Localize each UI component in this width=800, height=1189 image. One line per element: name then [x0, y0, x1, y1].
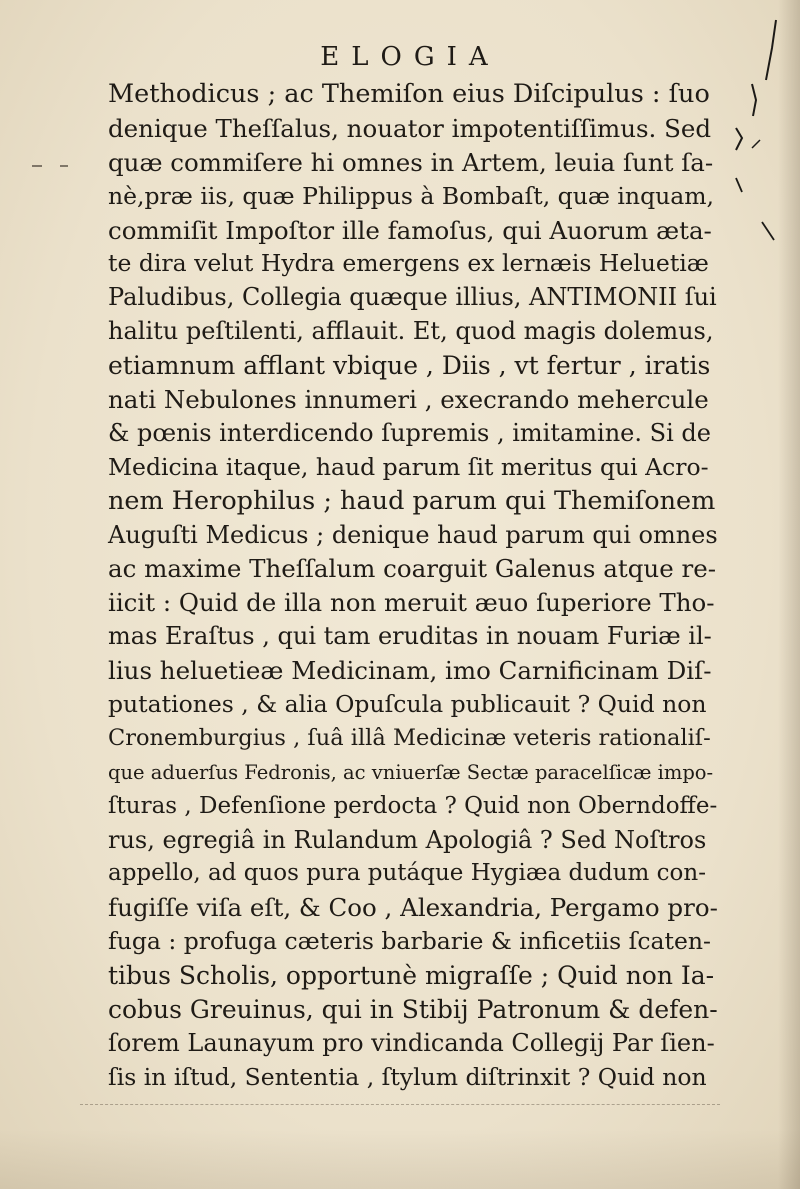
text-line: Auguſti Medicus ; denique haud parum qui omnes	[108, 520, 718, 549]
margin-pen-stroke	[762, 222, 774, 240]
margin-pen-stroke	[736, 128, 742, 150]
text-line: nè,præ iis, quæ Philippus à Bombaſt, quæ inquam,	[108, 181, 715, 210]
text-line: te dira velut Hydra emergens ex lernæis Heluetiæ	[108, 249, 709, 278]
text-line: lius heluetieæ Medicinam, imo Carnificinam Diſ-	[108, 656, 712, 686]
running-head: ELOGIA	[320, 42, 500, 72]
text-line: Cronemburgius , ſuâ illâ Medicinæ veteris rationaliſ-	[108, 724, 711, 751]
text-line: fuga : profuga cæteris barbarie & inficetiis ſcaten-	[108, 927, 711, 956]
text-line: que aduerſus Fedronis, ac vniuerſæ Sectæ paracelſicæ impo-	[108, 760, 714, 784]
margin-pen-stroke	[752, 140, 760, 148]
text-line: ſorem Launayum pro vindicanda Collegij Par ſien-	[108, 1028, 715, 1057]
text-line: nem Herophilus ; haud parum qui Themiſonem	[108, 485, 716, 516]
text-line: & pœnis interdicendo ſupremis , imitamine. Si de	[108, 418, 711, 447]
text-line: commiſit Impoſtor ille famoſus, qui Auorum æta-	[108, 215, 712, 245]
text-line: quæ commiſere hi omnes in Artem, leuia ſunt ſa-	[108, 147, 714, 177]
text-line: Paludibus, Collegia quæque illius, ANTIMONII ſui	[108, 283, 717, 312]
text-line: cobus Greuinus, qui in Stibij Patronum & defen-	[108, 995, 718, 1025]
text-line: Medicina itaque, haud parum ſit meritus qui Acro-	[108, 452, 709, 481]
text-line: rus, egregiâ in Rulandum Apologiâ ? Sed Noſtros	[108, 825, 707, 854]
text-line: tibus Scholis, opportunè migraſſe ; Quid non Ia-	[108, 961, 715, 991]
text-line: mas Eraſtus , qui tam eruditas in nouam Furiæ il-	[108, 622, 712, 651]
margin-pen-stroke	[766, 20, 776, 80]
text-line: halitu peſtilenti, afflauit. Et, quod magis dolemus,	[108, 317, 714, 346]
text-line: ſis in iſtud, Sententia , ſtylum diſtrinxit ? Quid non	[108, 1062, 707, 1091]
text-line: putationes , & alia Opuſcula publicauit ? Quid non	[108, 690, 707, 719]
text-line: nati Nebulones innumeri , execrando mehercule	[108, 385, 709, 415]
text-line: iicit : Quid de illa non meruit æuo ſuperiore Tho-	[108, 588, 715, 618]
text-line: fugiſſe viſa eſt, & Coo , Alexandria, Pergamo pro-	[108, 893, 718, 923]
text-line: appello, ad quos pura putáque Hygiæa dudum con-	[108, 860, 706, 887]
margin-pen-stroke	[736, 178, 742, 192]
text-line: denique Theſſalus, nouator impotentiſſimus. Sed	[108, 113, 712, 143]
margin-pen-stroke	[752, 84, 756, 116]
text-line: Methodicus ; ac Themiſon eius Diſcipulus : ſuo	[108, 79, 710, 109]
text-line: ſturas , Defenſione perdocta ? Quid non Oberndoffe-	[108, 792, 718, 819]
text-line: ac maxime Theſſalum coarguit Galenus atque re-	[108, 554, 716, 584]
text-line: etiamnum afflant vbique , Diis , vt fertur , iratis	[108, 351, 711, 381]
